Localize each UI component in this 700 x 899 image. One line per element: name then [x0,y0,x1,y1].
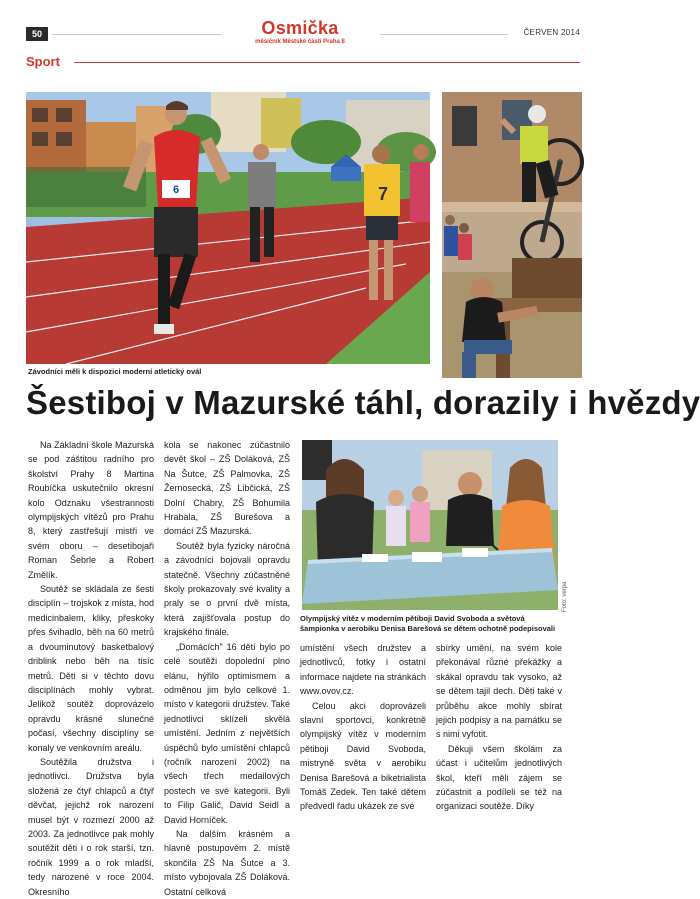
photo-running-track [26,92,430,364]
paragraph: Děkuji všem školám za účast i učitelům jednotlivých škol, kteří měli zájem se zúčastnit a podíleli se též na organizaci soutěže. Díky [436,743,562,812]
paragraph: „Domácích" 16 dětí bylo po celé soutěži dopolední plno elánu, hýřilo optimismem a odměnou jim bylo celkové 1. místo v kategorii družstev. Také jednotlivci sklízeli skvělá umístění. Jedním z největších úspěchů bylo umístění chlapců (ročník narození 2002) na všech třech medailových postech ve své kategorii. Byli to Filip Galič, David Seidl a David Horníček. [164,641,290,825]
photo-biketrial [442,92,582,378]
paragraph: Celou akci doprovázeli slavní sportovci, konkrétně olympijský vítěz v moderním pětiboji David Svoboda, mistryně světa v aerobiku Denisa Barešová a biketrialista Tomáš Zedek. Ten také dětem předvedl řadu ukázek ze své [300,700,426,812]
photo-autograph-table [302,440,558,610]
paragraph: Soutěž se skládala ze šesti disciplín – trojskok z místa, hod medicinbalem, kliky, přeskoky přes švihadlo, běh na 60 metrů a dvouminutový basketbalový driblink nebo běh na tisíc metrů. Děti si v těchto dovu disciplínách mohly vybrat. Jelikož soutěž doprovázelo opravdu krásné slunečné počasí, všechny disciplíny se konaly ve venkovním areálu. [28,584,154,753]
paragraph: Soutěž byla fyzicky náročná a závodníci bojovali opravdu statečně. Všechny zúčastněné školy prokazovaly své kvality a praly se o první dvě místa, která zajišťovala postup do krajského finále. [164,540,290,638]
section-rule [74,62,580,63]
paragraph: sbírky umění, na svém kole překonával různé překážky a skákal opravdu tak vysoko, až se dětem tajil dech. Děti také v průběhu akce mohly sbírat jejich podpisy a na památku se s nimi vyfotit. [436,643,562,740]
table-photo-caption: Olympijský vítěz v moderním pětiboji David Svoboda a světová šampionka v aerobiku Denisa Barešová se dětem ochotně podepisovali [300,614,556,633]
article-column-2 [164,438,290,899]
magazine-subtitle: měsíčník Městské části Praha 8 [255,39,345,45]
paragraph: Na Základní škole Mazurská se pod záštitou radního pro školství Prahy 8 Martina Roubíčka uskutečnilo okresní kolo Odznaku všestrannosti olympijských vítězů pro Prahu 8, který zastřešují mistři ve svém oboru – desetibojaři Roman Šebrle a Robert Změlík. [28,440,154,580]
page-number: 50 [26,27,48,41]
header-rule-right [380,34,508,35]
article-column-4 [436,641,562,814]
issue-date: ČERVEN 2014 [523,28,580,37]
photo-credit: Foto: verpa [562,581,568,612]
paragraph: umístění všech družstev a jednotlivců, fotky i ostatní informace najdete na stránkách www.ovov.cz. [300,643,426,697]
runner-bib-number: 6 [172,184,180,196]
track-photo-caption: Závodníci měli k dispozici moderní atletický ovál [28,367,202,376]
girl-bib-number: 7 [377,184,389,204]
section-label: Sport [26,54,60,69]
header-rule-left [52,34,222,35]
paragraph: Na dalším krásném a hlavně postupovém 2. místě skončila ZŠ Na Šutce a 3. místo vybojovala ZŠ Doláková. Ostatní celková [164,828,290,897]
paragraph: Soutěžila družstva i jednotlivci. Družstva byla složená ze čtyř chlapců a čtyř děvčat, jejichž rok narození musel být v rozmezí 2000 až 2003. Za jednotlivce pak mohly soutěžit děti i o rok starší, tzn. ročník 1999 a o rok mladší, tedy narozené v roce 2004. Okresního [28,756,154,897]
article-headline: Šestiboj v Mazurské táhl, dorazily i hvězdy [26,384,700,421]
paragraph: kola se nakonec zúčastnilo devět škol – ZŠ Doláková, ZŠ Na Šutce, ZŠ Palmovka, ZŠ Žernosecká, ZŠ Libčická, ZŠ Dolní Chabry, ZŠ Bohumila Hrabala, ZŠ Burešova a domácí ZŠ Mazurská. [164,440,290,537]
article-column-1 [28,438,154,899]
magazine-title: Osmička [261,18,339,38]
masthead [230,18,370,46]
article-column-3 [300,641,426,814]
